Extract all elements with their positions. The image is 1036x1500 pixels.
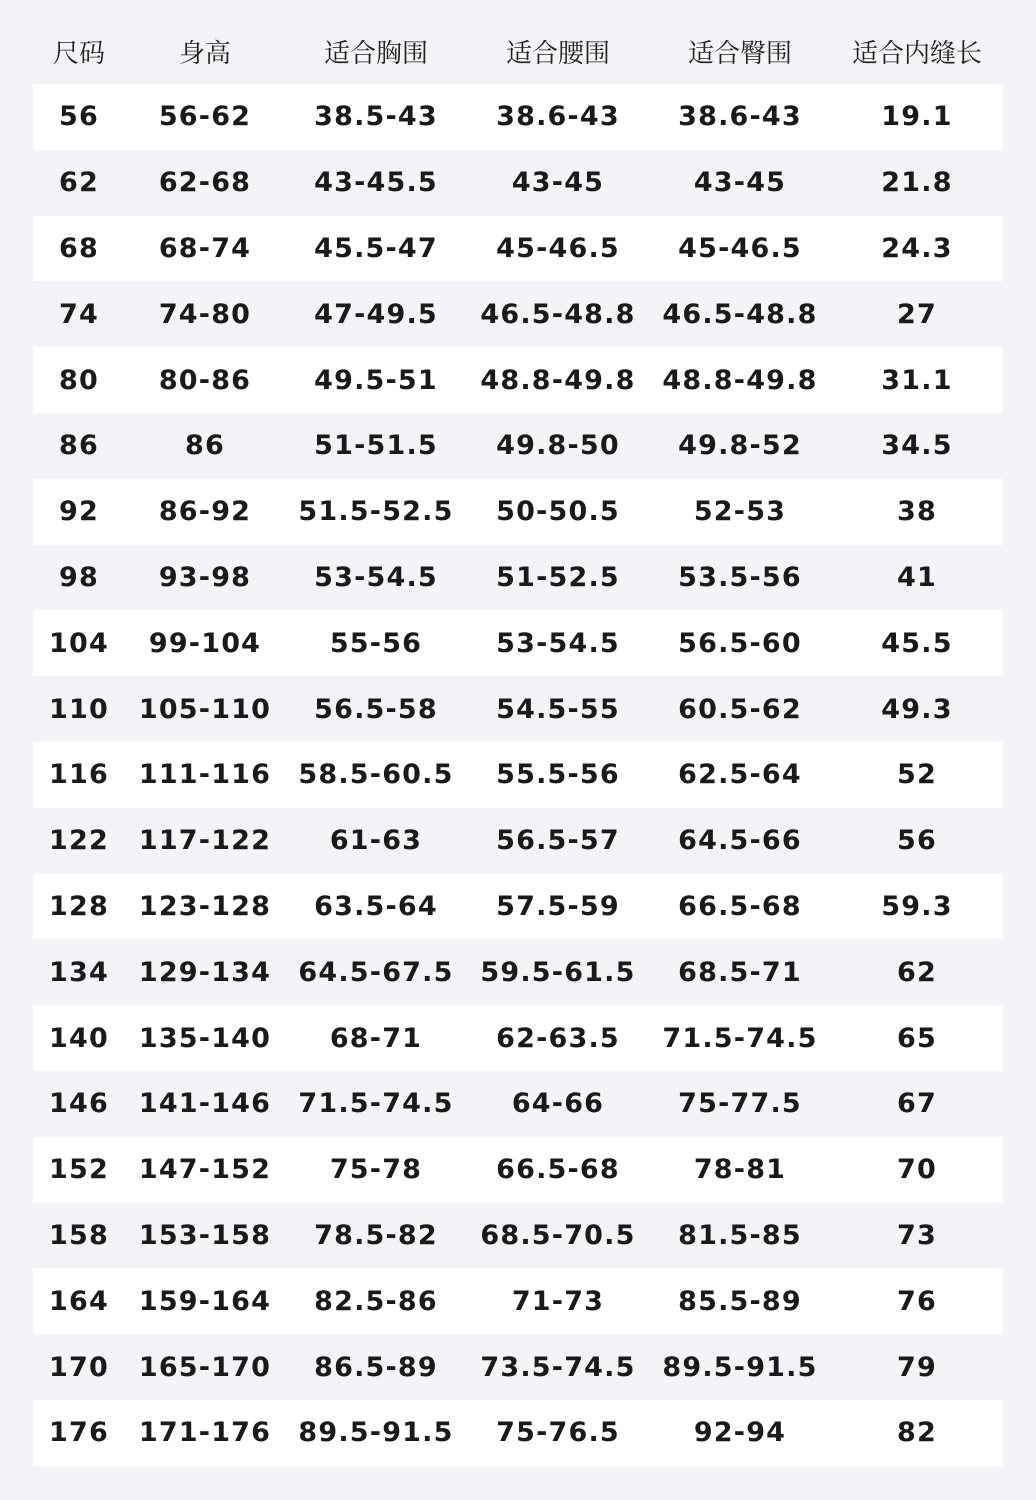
cell-height: 135-140 xyxy=(138,1022,272,1054)
cell-chest: 68-71 xyxy=(329,1022,423,1054)
cell-height: 99-104 xyxy=(148,627,262,659)
size-chart-table xyxy=(33,18,1003,1466)
table-row xyxy=(33,281,1003,347)
cell-chest: 86.5-89 xyxy=(314,1351,438,1383)
cell-size: 152 xyxy=(49,1154,109,1186)
cell-height: 123-128 xyxy=(138,890,272,922)
cell-size: 68 xyxy=(59,232,99,264)
cell-height: 86-92 xyxy=(158,496,252,528)
cell-height: 74-80 xyxy=(158,298,252,330)
table-row xyxy=(33,413,1003,479)
cell-chest: 38.5-43 xyxy=(314,101,438,133)
cell-hip: 46.5-48.8 xyxy=(662,298,818,330)
cell-waist: 59.5-61.5 xyxy=(480,956,636,988)
cell-size: 146 xyxy=(49,1088,109,1120)
cell-waist: 50-50.5 xyxy=(496,496,620,528)
cell-chest: 71.5-74.5 xyxy=(298,1088,454,1120)
table-row xyxy=(33,84,1003,150)
cell-height: 159-164 xyxy=(138,1285,272,1317)
cell-size: 140 xyxy=(49,1022,109,1054)
cell-inseam: 45.5 xyxy=(881,627,953,659)
cell-height: 56-62 xyxy=(158,101,252,133)
cell-height: 86 xyxy=(185,430,225,462)
cell-height: 153-158 xyxy=(138,1219,272,1251)
cell-waist: 62-63.5 xyxy=(496,1022,620,1054)
cell-waist: 68.5-70.5 xyxy=(480,1219,636,1251)
table-row xyxy=(33,545,1003,611)
table-row xyxy=(33,1334,1003,1400)
table-row xyxy=(33,610,1003,676)
header-hip: 适合臀围 xyxy=(687,38,792,69)
cell-size: 98 xyxy=(59,561,99,593)
cell-waist: 73.5-74.5 xyxy=(480,1351,636,1383)
cell-hip: 68.5-71 xyxy=(678,956,802,988)
cell-waist: 57.5-59 xyxy=(496,890,620,922)
cell-waist: 51-52.5 xyxy=(496,561,620,593)
cell-height: 165-170 xyxy=(138,1351,272,1383)
cell-chest: 64.5-67.5 xyxy=(298,956,454,988)
table-row xyxy=(33,808,1003,874)
cell-hip: 75-77.5 xyxy=(678,1088,802,1120)
cell-chest: 75-78 xyxy=(329,1154,423,1186)
cell-inseam: 56 xyxy=(897,825,937,857)
table-row xyxy=(33,676,1003,742)
cell-waist: 49.8-50 xyxy=(496,430,620,462)
cell-inseam: 49.3 xyxy=(881,693,953,725)
cell-inseam: 73 xyxy=(897,1219,937,1251)
cell-hip: 89.5-91.5 xyxy=(662,1351,818,1383)
header-chest: 适合胸围 xyxy=(323,38,428,69)
cell-inseam: 79 xyxy=(897,1351,937,1383)
table-row xyxy=(33,742,1003,808)
cell-height: 117-122 xyxy=(138,825,272,857)
cell-waist: 46.5-48.8 xyxy=(480,298,636,330)
cell-inseam: 21.8 xyxy=(881,167,953,199)
cell-waist: 64-66 xyxy=(511,1088,605,1120)
cell-size: 122 xyxy=(49,825,109,857)
cell-height: 68-74 xyxy=(158,232,252,264)
cell-inseam: 27 xyxy=(897,298,937,330)
cell-hip: 49.8-52 xyxy=(678,430,802,462)
cell-size: 128 xyxy=(49,890,109,922)
cell-inseam: 65 xyxy=(897,1022,937,1054)
cell-hip: 43-45 xyxy=(693,167,787,199)
cell-inseam: 31.1 xyxy=(881,364,953,396)
cell-chest: 49.5-51 xyxy=(314,364,438,396)
cell-hip: 92-94 xyxy=(693,1417,787,1449)
table-row xyxy=(33,939,1003,1005)
cell-height: 147-152 xyxy=(138,1154,272,1186)
cell-hip: 81.5-85 xyxy=(678,1219,802,1251)
cell-chest: 51-51.5 xyxy=(314,430,438,462)
cell-waist: 54.5-55 xyxy=(496,693,620,725)
table-row xyxy=(33,1071,1003,1137)
cell-waist: 75-76.5 xyxy=(496,1417,620,1449)
cell-inseam: 82 xyxy=(897,1417,937,1449)
cell-height: 93-98 xyxy=(158,561,252,593)
cell-size: 104 xyxy=(49,627,109,659)
cell-size: 116 xyxy=(49,759,109,791)
table-row xyxy=(33,1203,1003,1269)
cell-chest: 56.5-58 xyxy=(314,693,438,725)
cell-hip: 66.5-68 xyxy=(678,890,802,922)
cell-height: 105-110 xyxy=(138,693,272,725)
cell-height: 80-86 xyxy=(158,364,252,396)
cell-inseam: 19.1 xyxy=(881,101,953,133)
cell-size: 74 xyxy=(59,298,99,330)
table-header-row xyxy=(33,18,1003,84)
cell-size: 80 xyxy=(59,364,99,396)
cell-size: 170 xyxy=(49,1351,109,1383)
cell-inseam: 34.5 xyxy=(881,430,953,462)
cell-chest: 45.5-47 xyxy=(314,232,438,264)
cell-size: 62 xyxy=(59,167,99,199)
cell-hip: 60.5-62 xyxy=(678,693,802,725)
cell-inseam: 41 xyxy=(897,561,937,593)
cell-waist: 38.6-43 xyxy=(496,101,620,133)
header-inseam: 适合内缝长 xyxy=(851,38,982,69)
cell-inseam: 70 xyxy=(897,1154,937,1186)
cell-inseam: 62 xyxy=(897,956,937,988)
cell-size: 110 xyxy=(49,693,109,725)
header-size: 尺码 xyxy=(52,38,105,69)
cell-size: 164 xyxy=(49,1285,109,1317)
cell-chest: 61-63 xyxy=(329,825,423,857)
table-body xyxy=(33,84,1003,1466)
table-row xyxy=(33,150,1003,216)
cell-height: 129-134 xyxy=(138,956,272,988)
cell-chest: 55-56 xyxy=(329,627,423,659)
cell-height: 62-68 xyxy=(158,167,252,199)
cell-inseam: 76 xyxy=(897,1285,937,1317)
cell-waist: 56.5-57 xyxy=(496,825,620,857)
cell-waist: 71-73 xyxy=(511,1285,605,1317)
table-row xyxy=(33,1005,1003,1071)
table-row xyxy=(33,874,1003,940)
cell-hip: 64.5-66 xyxy=(678,825,802,857)
cell-size: 86 xyxy=(59,430,99,462)
cell-hip: 45-46.5 xyxy=(678,232,802,264)
cell-hip: 52-53 xyxy=(693,496,787,528)
cell-hip: 71.5-74.5 xyxy=(662,1022,818,1054)
cell-inseam: 52 xyxy=(897,759,937,791)
cell-hip: 56.5-60 xyxy=(678,627,802,659)
cell-waist: 43-45 xyxy=(511,167,605,199)
cell-inseam: 24.3 xyxy=(881,232,953,264)
cell-size: 92 xyxy=(59,496,99,528)
cell-hip: 53.5-56 xyxy=(678,561,802,593)
cell-inseam: 59.3 xyxy=(881,890,953,922)
header-waist: 适合腰围 xyxy=(505,38,610,69)
header-height: 身高 xyxy=(178,38,231,69)
cell-height: 141-146 xyxy=(138,1088,272,1120)
table-row xyxy=(33,1268,1003,1334)
cell-chest: 78.5-82 xyxy=(314,1219,438,1251)
cell-waist: 48.8-49.8 xyxy=(480,364,636,396)
cell-inseam: 38 xyxy=(897,496,937,528)
table-row xyxy=(33,216,1003,282)
cell-waist: 66.5-68 xyxy=(496,1154,620,1186)
cell-hip: 85.5-89 xyxy=(678,1285,802,1317)
cell-chest: 51.5-52.5 xyxy=(298,496,454,528)
cell-hip: 38.6-43 xyxy=(678,101,802,133)
table-row xyxy=(33,347,1003,413)
cell-waist: 53-54.5 xyxy=(496,627,620,659)
table-row xyxy=(33,1137,1003,1203)
cell-chest: 43-45.5 xyxy=(314,167,438,199)
table-row xyxy=(33,1400,1003,1466)
cell-hip: 78-81 xyxy=(693,1154,787,1186)
cell-size: 134 xyxy=(49,956,109,988)
cell-waist: 55.5-56 xyxy=(496,759,620,791)
cell-chest: 58.5-60.5 xyxy=(298,759,454,791)
cell-waist: 45-46.5 xyxy=(496,232,620,264)
cell-chest: 47-49.5 xyxy=(314,298,438,330)
cell-chest: 53-54.5 xyxy=(314,561,438,593)
cell-chest: 63.5-64 xyxy=(314,890,438,922)
cell-size: 158 xyxy=(49,1219,109,1251)
cell-size: 176 xyxy=(49,1417,109,1449)
cell-chest: 89.5-91.5 xyxy=(298,1417,454,1449)
cell-size: 56 xyxy=(59,101,99,133)
cell-height: 171-176 xyxy=(138,1417,272,1449)
cell-hip: 62.5-64 xyxy=(678,759,802,791)
cell-hip: 48.8-49.8 xyxy=(662,364,818,396)
cell-inseam: 67 xyxy=(897,1088,937,1120)
cell-chest: 82.5-86 xyxy=(314,1285,438,1317)
cell-height: 111-116 xyxy=(138,759,272,791)
table-row xyxy=(33,479,1003,545)
